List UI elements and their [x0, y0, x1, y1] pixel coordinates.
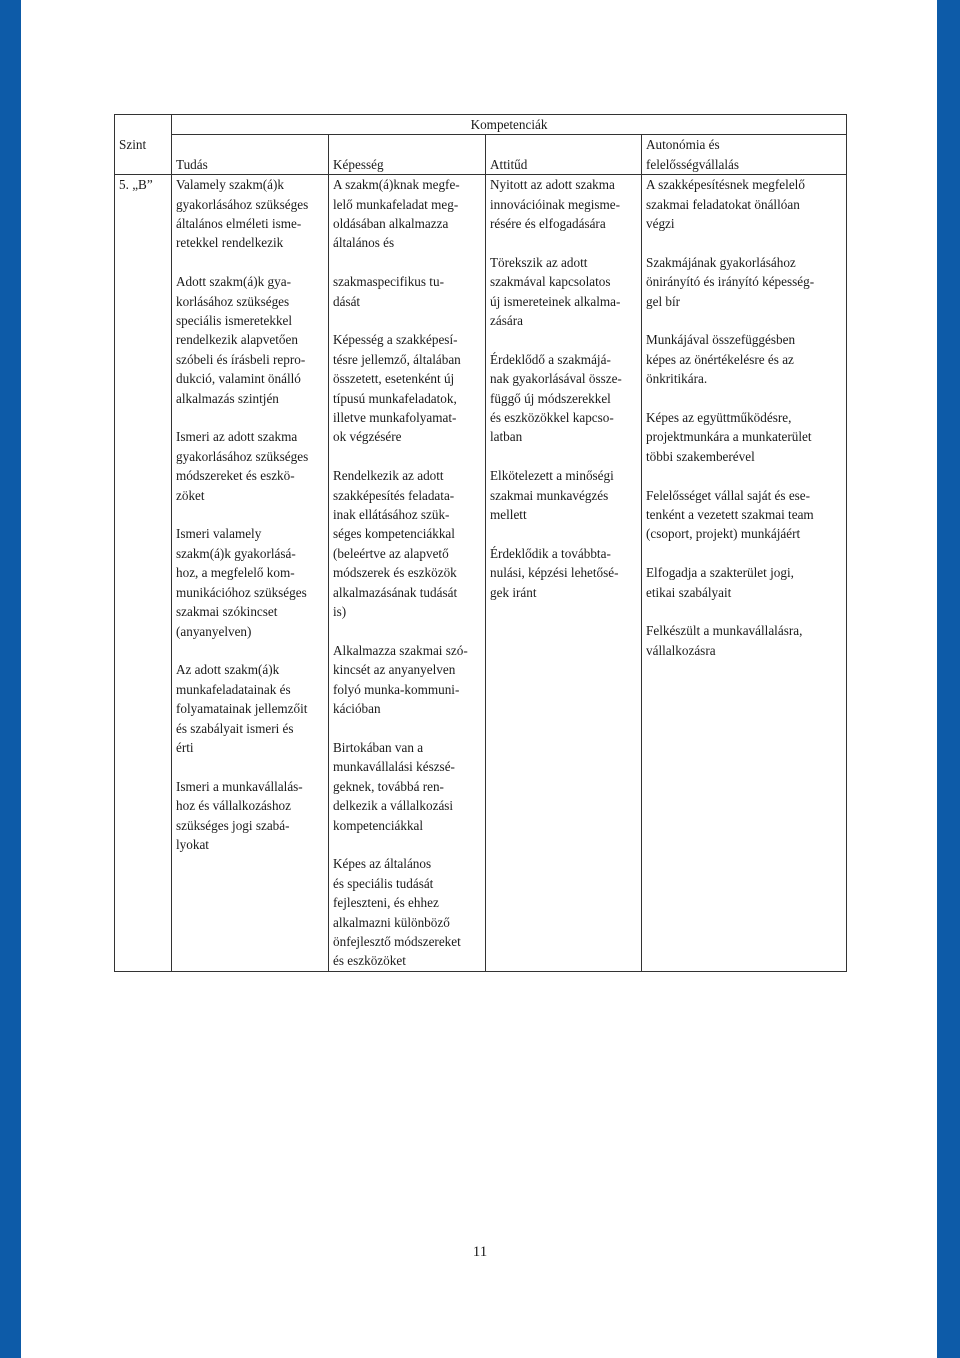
skill-item: Képes az általános és speciális tudását fejleszteni, és ehhez alkalmazni különböző önfejlesztő módszereket és eszközöket [333, 856, 461, 969]
knowledge-item: Az adott szakm(á)k munkafeladatainak és folyamatainak jellemzőit és szabályait ismeri és érti [176, 662, 308, 755]
autonomy-item: Képes az együttműködésre, projektmunkára a munkaterület többi szakemberével [646, 410, 812, 464]
attitude-item: Törekszik az adott szakmával kapcsolatos új ismereteinek alkalma- zására [490, 254, 621, 329]
knowledge-item: Adott szakm(á)k gya- korlásához szükséges speciális ismeretekkel rendelkezik alapvetően szóbeli és írásbeli repro- dukció, valamint önálló alkalmazás szintjén [176, 274, 306, 406]
autonomy-item: Munkájával összefüggésben képes az önértékelésre és az önkritikára. [646, 332, 796, 387]
skill-item: Alkalmazza szakmai szó- kincsét az anyanyelven folyó munka-kommuni- kációban [333, 642, 468, 717]
left-blue-stripe [0, 0, 21, 1358]
autonomy-cell [642, 175, 847, 972]
skill-item: Rendelkezik az adott szakképesítés feladata- inak ellátásához szük- séges kompetenciákkal (beleértve az alapvető módszerek és eszközök alkalmazásának tudását is) [333, 468, 458, 620]
autonomy-item: Elfogadja a szakterület jogi, etikai szabályait [646, 565, 794, 600]
attitude-cell [486, 175, 642, 972]
header-row-1 [115, 115, 847, 135]
skill-item: Birtokában van a munkavállalási készsé- geknek, továbbá ren- delkezik a vállalkozási kompetenciákkal [333, 739, 455, 833]
skill-item: szakmaspecifikus tu- dását [333, 274, 444, 309]
header-competencies: Kompetenciák [172, 115, 847, 135]
header-attitude: Attitűd [486, 135, 642, 175]
autonomy-item: A szakképesítésnek megfelelő szakmai feladatokat önállóan végzi [646, 177, 805, 232]
attitude-item: Érdeklődő a szakmájá- nak gyakorlásával össze- függő új módszerekkel és eszközökkel kapcso- latban [490, 351, 622, 445]
table-row [115, 175, 847, 972]
knowledge-item: Ismeri a munkavállalás- hoz és vállalkozáshoz szükséges jogi szabá- lyokat [176, 778, 303, 852]
page-number: 11 [472, 1244, 488, 1260]
skill-item: Képesség a szakképesí- tésre jellemző, általában összetett, esetenként új típusú munkafeladatok, illetve munkafolyamat- ok végzésére [333, 332, 461, 445]
knowledge-item: Ismeri valamely szakm(á)k gyakorlásá- hoz, a megfelelő kom- munikációhoz szükséges szakmai szókincset (anyanyelven) [176, 526, 307, 639]
right-blue-stripe [937, 0, 960, 1358]
attitude-item: Érdeklődik a továbbta- nulási, képzési lehetősé- gek iránt [490, 545, 619, 600]
header-level: Szint [115, 115, 172, 175]
autonomy-item: Felelősséget vállal saját és ese- tenként a vezetett szakmai team (csoport, projekt) munkájáért [646, 487, 814, 542]
header-skill: Képesség [329, 135, 486, 175]
attitude-item: Nyitott az adott szakma innovációinak megisme- résére és elfogadására [490, 177, 621, 232]
competency-table [114, 114, 847, 972]
header-autonomy: Autonómia és felelősségvállalás [642, 135, 847, 175]
attitude-item: Elkötelezett a minőségi szakmai munkavégzés mellett [490, 468, 614, 523]
skill-item: A szakm(á)knak megfe- lelő munkafeladat meg- oldásában alkalmazza általános és [333, 177, 460, 251]
header-knowledge: Tudás [172, 135, 329, 175]
skill-cell [329, 175, 486, 972]
header-row-2 [115, 135, 847, 175]
autonomy-item: Szakmájának gyakorlásához önirányító és irányító képesség- gel bír [646, 254, 815, 309]
knowledge-item: Valamely szakm(á)k gyakorlásához szükséges általános elméleti isme- retekkel rendelkezik [176, 177, 309, 251]
knowledge-cell [172, 175, 329, 972]
autonomy-item: Felkészült a munkavállalásra, vállalkozásra [646, 623, 803, 658]
knowledge-item: Ismeri az adott szakma gyakorlásához szükséges módszereket és eszkö- zöket [176, 429, 309, 503]
level-cell: 5. „B” [115, 175, 172, 972]
